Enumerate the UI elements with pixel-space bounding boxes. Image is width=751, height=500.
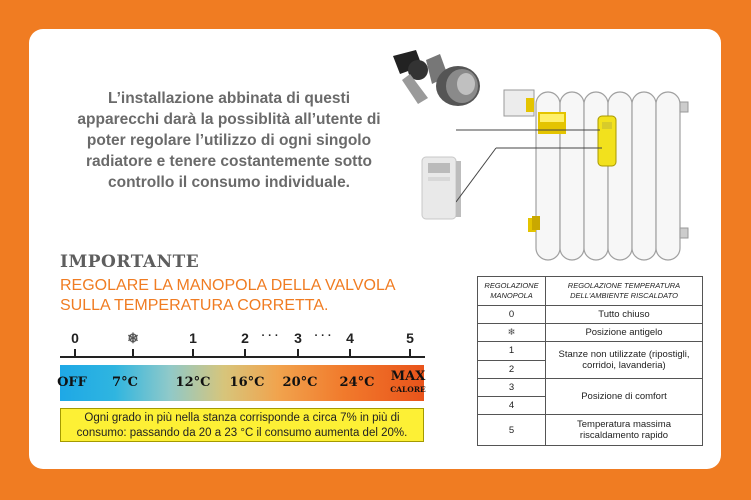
table-row [478, 342, 703, 361]
temp-label: 12°C [175, 375, 211, 390]
scale-position-2: 2 [241, 330, 249, 346]
scale-position-3: 3 [294, 330, 302, 346]
scale-position-4: 4 [346, 330, 354, 346]
temp-label: 16°C [229, 375, 265, 390]
table-cell-setting: 3 [478, 379, 546, 397]
radiator-image [456, 78, 706, 268]
temp-label: OFF [57, 375, 87, 390]
instruction-text: REGOLARE LA MANOPOLA DELLA VALVOLA SULLA TEMPERATURA CORRETTA. [60, 277, 395, 314]
scale-dots: · · · [261, 330, 279, 342]
table-header-row [478, 277, 703, 306]
table-cell-description: Temperatura massima riscaldamento rapido [546, 415, 703, 446]
table-cell-setting: ❄ [478, 324, 546, 342]
consumption-note: Ogni grado in più nella stanza corrisponde a circa 7% in più di consumo: passando da 20 a 23 °C il consumo aumenta del 20%. [60, 408, 424, 442]
temp-label: 20°C [282, 375, 318, 390]
table-cell-description: Posizione antigelo [546, 324, 703, 342]
temp-label: 7°C [112, 375, 138, 390]
table-cell-setting: 2 [478, 360, 546, 379]
max-label [390, 370, 426, 406]
table-header-knob: REGOLAZIONE MANOPOLA [478, 277, 546, 306]
table-row [478, 324, 703, 342]
temp-label: 24°C [339, 375, 375, 390]
knob-scale [60, 330, 430, 350]
table-cell-description: Stanze non utilizzate (ripostigli, corridoi, lavanderia) [546, 342, 703, 379]
scale-position-1: 1 [189, 330, 197, 346]
table-row [478, 415, 703, 446]
temperature-gradient-bar [57, 365, 426, 401]
max-label-text: MAX [390, 369, 426, 384]
table-cell-setting: 1 [478, 342, 546, 361]
scale-position-antifreeze: ❄ [127, 330, 139, 346]
max-sub-label: CALORE [390, 385, 426, 394]
table-row [478, 379, 703, 397]
table-header-temperature: REGOLAZIONE TEMPERATURA DELL'AMBIENTE RISCALDATO [546, 277, 703, 306]
table-row [478, 306, 703, 324]
scale-position-5: 5 [406, 330, 414, 346]
table-cell-description: Posizione di comfort [546, 379, 703, 415]
scale-dots: · · · [314, 330, 332, 342]
scale-ruler [60, 349, 425, 363]
table-cell-setting: 4 [478, 397, 546, 415]
scale-position-0: 0 [71, 330, 79, 346]
table-cell-setting: 0 [478, 306, 546, 324]
regulation-table [477, 276, 703, 446]
important-heading: IMPORTANTE [60, 252, 200, 272]
intro-text: L’installazione abbinata di questi apparecchi darà la possiblità all’utente di poter regolare l’utilizzo di ogni singolo radiatore e tenere costantemente sotto controllo il consumo individuale. [77, 90, 381, 191]
table-cell-description: Tutto chiuso [546, 306, 703, 324]
table-cell-setting: 5 [478, 415, 546, 446]
